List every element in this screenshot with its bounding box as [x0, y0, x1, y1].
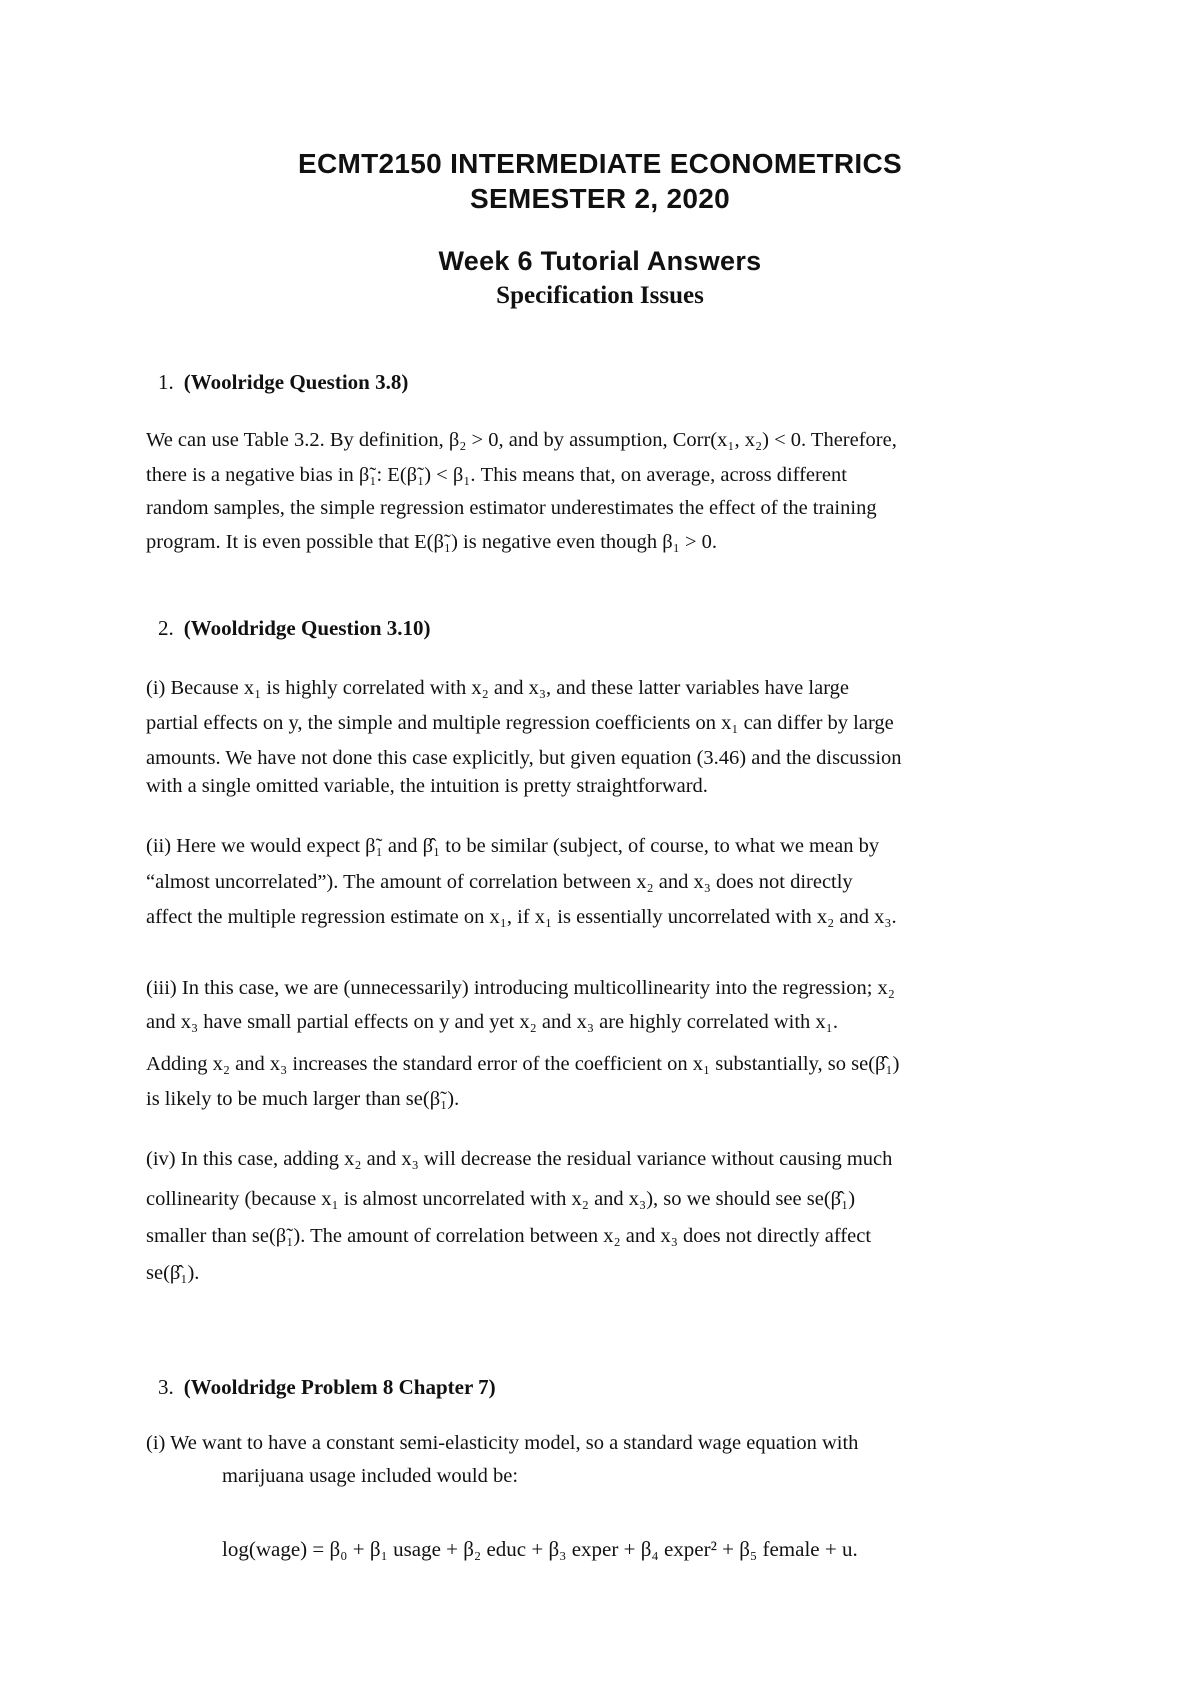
q2-p4-line-4: se(β̂₁).: [146, 1262, 200, 1284]
q2-p1-line-3: amounts. We have not done this case explicitly, but given equation (3.46) and the discussion: [146, 747, 902, 769]
q1-line-4: program. It is even possible that E(β̃₁) is negative even though β₁ > 0.: [146, 531, 718, 553]
q2-p3-line-1: (iii) In this case, we are (unnecessarily) introducing multicollinearity into the regression; x₂: [146, 977, 895, 999]
semester-title: SEMESTER 2, 2020: [469, 183, 731, 214]
document-subtitle: Specification Issues: [496, 282, 704, 309]
q3-heading-text: (Wooldridge Problem 8 Chapter 7): [183, 1375, 496, 1399]
q2-p4-line-1: (iv) In this case, adding x₂ and x₃ will decrease the residual variance without causing much: [146, 1148, 893, 1170]
q2-p1-line-1: (i) Because x₁ is highly correlated with x₂ and x₃, and these latter variables have large: [146, 677, 850, 699]
q1-line-3: random samples, the simple regression estimator underestimates the effect of the training: [146, 497, 877, 519]
course-title: ECMT2150 INTERMEDIATE ECONOMETRICS: [298, 148, 902, 179]
q3-line-1: (i) We want to have a constant semi-elasticity model, so a standard wage equation with: [146, 1432, 859, 1454]
q2-number: 2.: [158, 616, 174, 640]
q2-p2-line-2: “almost uncorrelated”). The amount of correlation between x₂ and x₃ does not directly: [146, 871, 853, 893]
q2-heading-text: (Wooldridge Question 3.10): [183, 616, 431, 640]
q2-p1-line-2: partial effects on y, the simple and multiple regression coefficients on x₁ can differ by large: [146, 712, 894, 734]
document-title: Week 6 Tutorial Answers: [438, 246, 762, 276]
q3-heading: [158, 1375, 496, 1400]
q2-p3-line-2: and x₃ have small partial effects on y and yet x₂ and x₃ are highly correlated with x₁.: [146, 1011, 838, 1033]
q2-p2-line-1: (ii) Here we would expect β̃₁ and β̂₁ to be similar (subject, of course, to what we mean by: [146, 835, 880, 857]
q3-line-2: marijuana usage included would be:: [222, 1465, 519, 1487]
q2-p4-line-2: collinearity (because x₁ is almost uncorrelated with x₂ and x₃), so we should see se(β̂₁): [146, 1188, 856, 1210]
q1-number: 1.: [158, 370, 174, 394]
q2-p2-line-3: affect the multiple regression estimate on x₁, if x₁ is essentially uncorrelated with x₂ and x₃.: [146, 906, 897, 928]
q1-heading: [158, 370, 408, 395]
q2-p3-line-4: is likely to be much larger than se(β̃₁).: [146, 1088, 460, 1110]
q2-p4-line-3: smaller than se(β̃₁). The amount of correlation between x₂ and x₃ does not directly affect: [146, 1225, 872, 1247]
q2-p3-line-3: Adding x₂ and x₃ increases the standard error of the coefficient on x₁ substantially, so se(β̂₁): [146, 1053, 900, 1075]
q1-heading-text: (Woolridge Question 3.8): [183, 370, 409, 394]
q3-number: 3.: [158, 1375, 174, 1399]
q1-line-1: We can use Table 3.2. By definition, β₂ > 0, and by assumption, Corr(x₁, x₂) < 0. Therefore,: [146, 429, 897, 451]
q2-heading: [158, 616, 431, 641]
q2-p1-line-4: with a single omitted variable, the intuition is pretty straightforward.: [146, 775, 708, 797]
wage-equation: log(wage) = β₀ + β₁ usage + β₂ educ + β₃ exper + β₄ exper² + β₅ female + u.: [222, 1537, 858, 1561]
q1-line-2: there is a negative bias in β̃₁: E(β̃₁) < β₁. This means that, on average, across different: [146, 464, 847, 486]
